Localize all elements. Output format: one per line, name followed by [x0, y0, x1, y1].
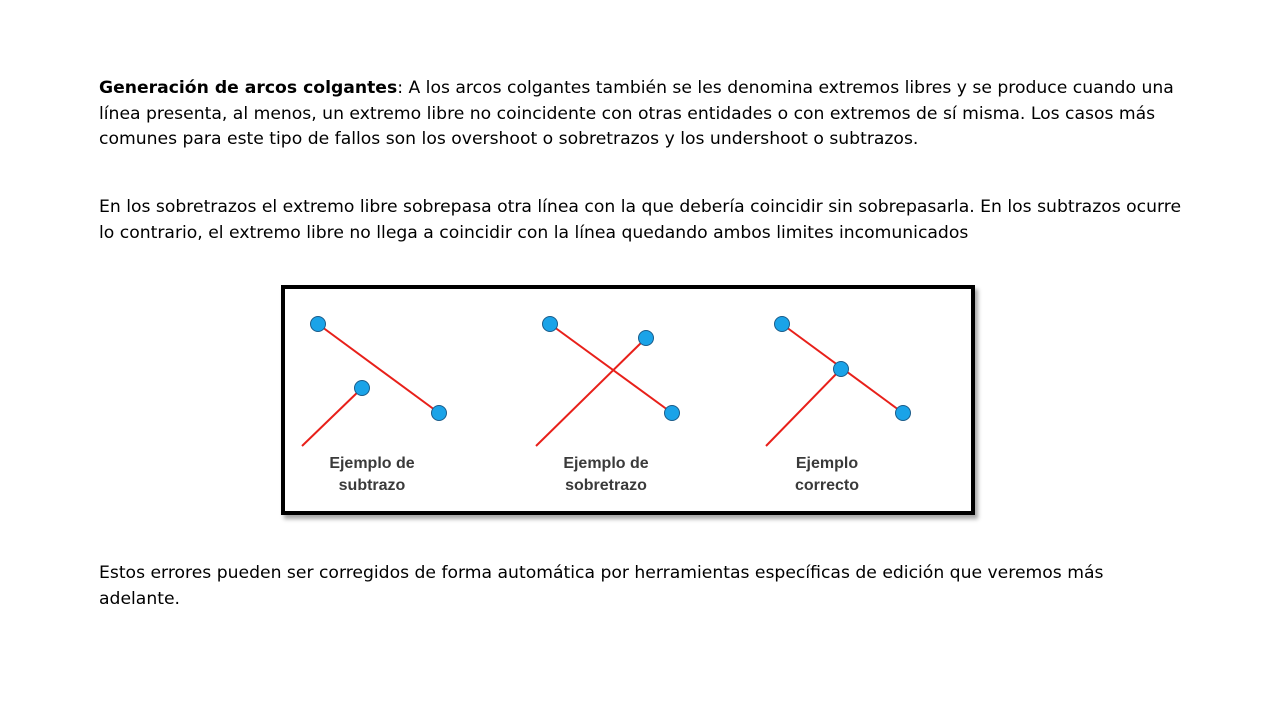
free-endpoint-node	[639, 331, 654, 346]
caption-line1: Ejemplo de	[563, 455, 649, 472]
main-line	[318, 324, 439, 413]
caption-line1: Ejemplo de	[329, 455, 415, 472]
joining-line	[766, 369, 841, 446]
endpoint-node	[543, 317, 558, 332]
caption-line2: correcto	[794, 477, 860, 494]
endpoint-node	[665, 406, 680, 421]
free-endpoint-node	[355, 381, 370, 396]
caption-line2: subtrazo	[338, 477, 406, 494]
caption-line1: Ejemplo	[795, 455, 859, 472]
endpoint-node	[311, 317, 326, 332]
endpoint-node	[775, 317, 790, 332]
examples-figure	[281, 285, 975, 515]
undershoot-example	[302, 317, 447, 495]
correct-example	[766, 317, 911, 495]
paragraph-correction	[99, 561, 1189, 612]
paragraph-bold-lead: Generación de arcos colgantes	[99, 78, 398, 98]
endpoint-node	[896, 406, 911, 421]
paragraph-body: : A los arcos colgantes también se les denomina extremos libres y se produce cuando una línea presenta, al menos, un extremo libre no coincidente con otras entidades o con extremos de sí misma. Los casos más comunes para este tipo de fallos son los overshoot o sobretrazos y los undershoot o subtrazos.	[99, 78, 1174, 149]
paragraph-body: En los sobretrazos el extremo libre sobrepasa otra línea con la que debería coincidir sin sobrepasarla. En los subtrazos ocurre lo contrario, el extremo libre no llega a coincidir con la línea quedando ambos limites incomunicados	[99, 197, 1182, 243]
examples-diagram	[285, 289, 971, 511]
caption-line2: sobretrazo	[565, 477, 647, 494]
paragraph-overshoot-undershoot	[99, 195, 1189, 246]
short-line	[302, 388, 362, 446]
overshoot-example	[536, 317, 680, 495]
paragraph-dangling-arcs	[99, 76, 1189, 153]
paragraph-body: Estos errores pueden ser corregidos de forma automática por herramientas específicas de edición que veremos más adelante.	[99, 563, 1104, 609]
endpoint-node	[432, 406, 447, 421]
junction-node	[834, 362, 849, 377]
